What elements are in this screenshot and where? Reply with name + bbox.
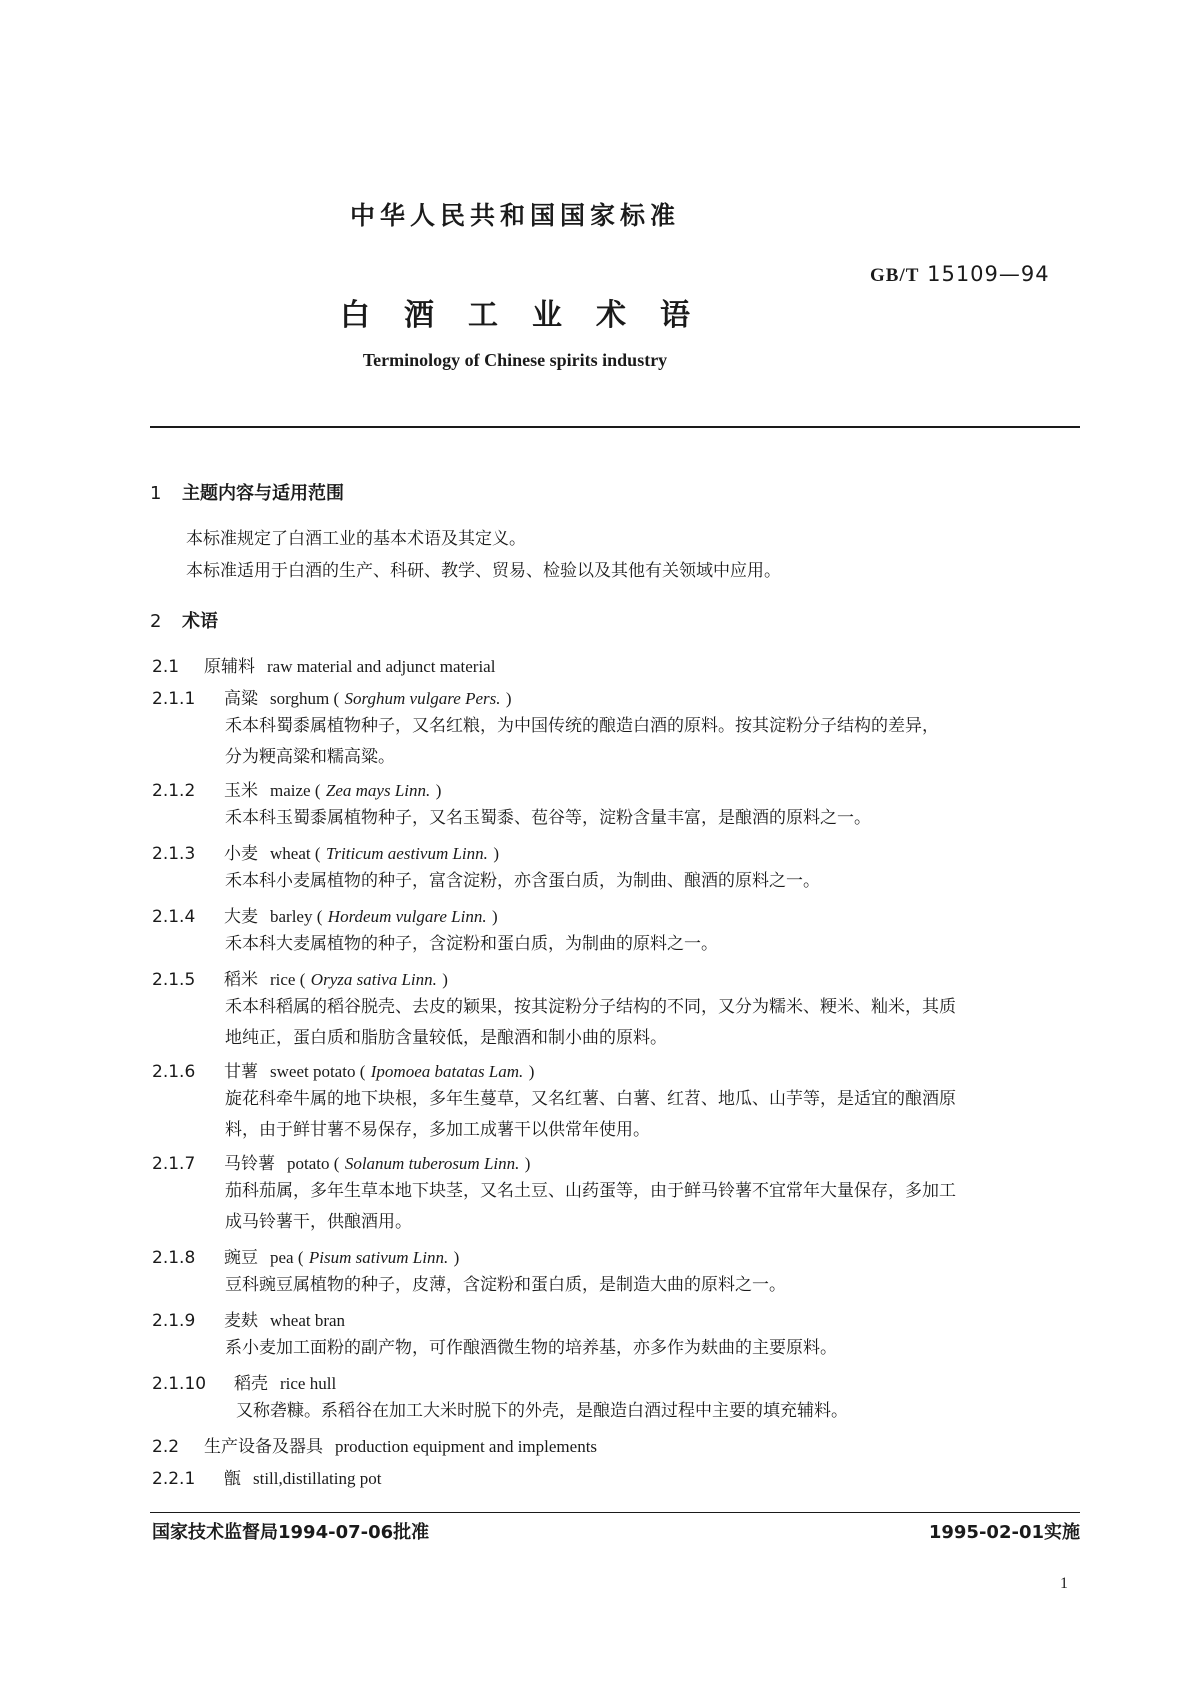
- standard-code-prefix: GB/T: [870, 265, 920, 286]
- term-2-1-8-definition: [225, 1270, 1085, 1301]
- term-chinese: 高粱: [224, 689, 258, 709]
- term-scientific-name: Triticum aestivum Linn.: [325, 844, 488, 863]
- definition-line: 茄科茄属，多年生草本地下块茎，又名土豆、山药蛋等，由于鲜马铃薯不宜常年大量保存，多加工: [225, 1181, 956, 1201]
- term-english: rice hull: [280, 1374, 337, 1393]
- term-2-1-7-definition: [225, 1176, 1085, 1238]
- section-1-heading: [150, 479, 344, 505]
- section-2-heading: [150, 607, 218, 633]
- term-english: rice (: [270, 970, 306, 989]
- section-2-number: 2: [150, 611, 162, 632]
- term-english: sorghum (: [270, 689, 340, 708]
- definition-line: 分为粳高粱和糯高粱。: [225, 747, 395, 767]
- term-chinese: 小麦: [224, 844, 258, 864]
- term-number: 2.1.7: [152, 1154, 196, 1174]
- term-chinese: 麦麸: [224, 1311, 258, 1331]
- section-1-paragraph-2: 本标准适用于白酒的生产、科研、教学、贸易、检验以及其他有关领域中应用。: [186, 561, 781, 581]
- term-english: production equipment and implements: [335, 1437, 598, 1456]
- definition-line: 豆科豌豆属植物的种子，皮薄，含淀粉和蛋白质，是制造大曲的原料之一。: [225, 1275, 786, 1295]
- term-scientific-name: Solanum tuberosum Linn.: [344, 1154, 520, 1173]
- term-english: wheat (: [270, 844, 321, 863]
- term-2-1-2: [152, 776, 441, 801]
- standard-title: 中华人民共和国国家标准: [349, 201, 680, 230]
- term-number: 2.1.5: [152, 970, 196, 990]
- definition-line: 禾本科稻属的稻谷脱壳、去皮的颖果，按其淀粉分子结构的不同，又分为糯米、粳米、籼米，其质: [225, 997, 956, 1017]
- term-scientific-name: Sorghum vulgare Pers.: [344, 689, 501, 708]
- term-scientific-name: Pisum sativum Linn.: [308, 1248, 449, 1267]
- section-1-number: 1: [150, 483, 162, 504]
- term-2-1-7: [152, 1149, 530, 1174]
- term-chinese: 原辅料: [204, 657, 255, 677]
- standard-code: [870, 262, 1050, 287]
- term-2-1-8: [152, 1243, 459, 1268]
- term-2-1-4: [152, 902, 498, 927]
- term-number: 2.2.1: [152, 1469, 196, 1489]
- term-close-paren: ): [435, 781, 442, 800]
- term-chinese: 玉米: [224, 781, 258, 801]
- term-number: 2.1.9: [152, 1311, 196, 1331]
- definition-line: 成马铃薯干，供酿酒用。: [225, 1212, 412, 1232]
- term-english: raw material and adjunct material: [267, 657, 496, 676]
- term-number: 2.1.1: [152, 689, 196, 709]
- term-chinese: 稻壳: [234, 1374, 268, 1394]
- term-2-1-5: [152, 965, 448, 990]
- term-2-1-1-definition: [225, 711, 1085, 773]
- term-close-paren: ): [493, 844, 499, 863]
- standard-code-number: 15109—94: [927, 262, 1050, 286]
- term-2-1-2-definition: [225, 803, 1085, 834]
- term-close-paren: ): [528, 1062, 535, 1081]
- term-2-1-4-definition: [225, 929, 1085, 960]
- document-title: 白酒工业术语: [340, 298, 724, 333]
- term-english: maize (: [270, 781, 321, 800]
- term-close-paren: ): [442, 970, 448, 989]
- term-close-paren: ): [524, 1154, 531, 1173]
- term-close-paren: ): [505, 689, 512, 708]
- term-scientific-name: Oryza sativa Linn.: [310, 970, 437, 989]
- term-number: 2.1.3: [152, 844, 196, 864]
- header-divider: [150, 426, 1080, 428]
- term-2-1-10-definition: [236, 1396, 1096, 1427]
- definition-line: 系小麦加工面粉的副产物，可作酿酒微生物的培养基，亦多作为麸曲的主要原料。: [225, 1338, 837, 1358]
- term-2-1-1: [152, 684, 512, 709]
- term-chinese: 马铃薯: [224, 1154, 275, 1174]
- term-chinese: 甑: [224, 1469, 241, 1489]
- definition-line: 旋花科牵牛属的地下块根，多年生蔓草，又名红薯、白薯、红苕、地瓜、山芋等，是适宜的酿酒原: [225, 1089, 956, 1109]
- term-2-1-9-definition: [225, 1333, 1085, 1364]
- term-chinese: 生产设备及器具: [204, 1437, 323, 1457]
- term-number: 2.1: [152, 657, 180, 677]
- term-2-1-6-definition: [225, 1084, 1085, 1146]
- definition-line: 地纯正，蛋白质和脂肪含量较低，是酿酒和制小曲的原料。: [225, 1028, 667, 1048]
- term-english: sweet potato (: [270, 1062, 366, 1081]
- definition-line: 禾本科大麦属植物的种子，含淀粉和蛋白质，为制曲的原料之一。: [225, 934, 718, 954]
- term-chinese: 大麦: [224, 907, 258, 927]
- section-1-title: 主题内容与适用范围: [182, 483, 344, 504]
- term-english: potato (: [287, 1154, 340, 1173]
- section-2-title: 术语: [182, 611, 218, 632]
- term-english: wheat bran: [270, 1311, 346, 1330]
- term-close-paren: ): [492, 907, 498, 926]
- term-chinese: 稻米: [224, 970, 258, 990]
- term-close-paren: ): [453, 1248, 460, 1267]
- term-2-1-3: [152, 839, 499, 864]
- term-2-1-9: [152, 1306, 345, 1331]
- term-scientific-name: Zea mays Linn.: [325, 781, 431, 800]
- implementation-line: 1995-02-01实施: [928, 1522, 1080, 1543]
- term-2-1: [152, 652, 495, 677]
- term-scientific-name: Hordeum vulgare Linn.: [327, 907, 487, 926]
- term-number: 2.1.6: [152, 1062, 196, 1082]
- term-2-1-5-definition: [225, 992, 1085, 1054]
- term-2-2: [152, 1432, 597, 1457]
- term-english: still,distillating pot: [253, 1469, 382, 1488]
- approval-line: 国家技术监督局1994-07-06批准: [152, 1522, 430, 1543]
- definition-line: 料，由于鲜甘薯不易保存，多加工成薯干以供常年使用。: [225, 1120, 650, 1140]
- footer-divider: [150, 1512, 1080, 1513]
- term-number: 2.2: [152, 1437, 180, 1457]
- term-number: 2.1.8: [152, 1248, 196, 1268]
- term-2-1-6: [152, 1057, 534, 1082]
- term-scientific-name: Ipomoea batatas Lam.: [370, 1062, 524, 1081]
- definition-line: 又称砻糠。系稻谷在加工大米时脱下的外壳，是酿造白酒过程中主要的填充辅料。: [236, 1401, 848, 1421]
- term-number: 2.1.2: [152, 781, 196, 801]
- section-1-paragraph-1: 本标准规定了白酒工业的基本术语及其定义。: [186, 529, 526, 549]
- definition-line: 禾本科蜀黍属植物种子，又名红粮，为中国传统的酿造白酒的原料。按其淀粉分子结构的差异，: [225, 716, 939, 736]
- term-2-1-10: [152, 1369, 336, 1394]
- page-number: 1: [1060, 1575, 1068, 1592]
- definition-line: 禾本科玉蜀黍属植物种子，又名玉蜀黍、苞谷等，淀粉含量丰富，是酿酒的原料之一。: [225, 808, 871, 828]
- definition-line: 禾本科小麦属植物的种子，富含淀粉，亦含蛋白质，为制曲、酿酒的原料之一。: [225, 871, 820, 891]
- term-number: 2.1.4: [152, 907, 196, 927]
- term-english: pea (: [270, 1248, 304, 1267]
- term-english: barley (: [270, 907, 323, 926]
- term-number: 2.1.10: [152, 1374, 207, 1394]
- term-chinese: 甘薯: [224, 1062, 258, 1082]
- term-2-2-1: [152, 1464, 381, 1489]
- term-2-1-3-definition: [225, 866, 1085, 897]
- term-chinese: 豌豆: [224, 1248, 258, 1268]
- document-title-english: Terminology of Chinese spirits industry: [362, 350, 668, 370]
